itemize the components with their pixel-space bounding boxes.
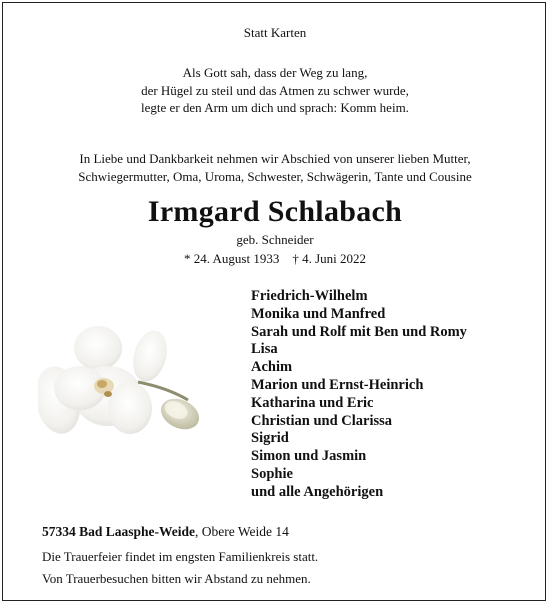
poem-line: der Hügel zu steil und das Atmen zu schwer wurde, <box>141 82 409 98</box>
notes <box>42 546 318 590</box>
deceased-name: Irmgard Schlabach <box>147 195 403 228</box>
life-dates: * 24. August 1933 † 4. Juni 2022 <box>183 251 366 266</box>
poem-line: legte er den Arm um dich und sprach: Komm heim. <box>141 100 409 115</box>
statt-karten: Statt Karten <box>243 25 307 40</box>
intro-text <box>0 150 550 185</box>
family-member: Friedrich-Wilhelm <box>251 288 368 304</box>
family-member: Marion und Ernst-Heinrich <box>251 376 424 393</box>
family-member: Achim <box>251 359 293 376</box>
maiden-name: geb. Schneider <box>236 232 314 247</box>
family-member: Lisa <box>251 341 278 358</box>
family-member: Monika und Manfred <box>251 305 386 322</box>
intro-line: Schwiegermutter, Oma, Uroma, Schwester, Schwägerin, Tante und Cousine <box>78 168 472 184</box>
family-member: und alle Angehörigen <box>251 483 384 500</box>
family-member: Simon und Jasmin <box>251 448 367 465</box>
note-line: Von Trauerbesuchen bitten wir Abstand zu nehmen. <box>42 571 311 586</box>
orchid-flower-icon <box>38 322 220 444</box>
family-member: Sophie <box>251 465 293 482</box>
family-member: Katharina und Eric <box>251 394 374 411</box>
address-city: 57334 Bad Laasphe-Weide <box>42 524 196 539</box>
poem-line: Als Gott sah, dass der Weg zu lang, <box>182 65 368 80</box>
intro-line: In Liebe und Dankbarkeit nehmen wir Abschied von unserer lieben Mutter, <box>79 151 471 166</box>
poem <box>0 64 550 117</box>
family-member: Sigrid <box>251 430 289 447</box>
family-member: Christian und Clarissa <box>251 412 393 429</box>
address <box>42 523 289 541</box>
address-street: , Obere Weide 14 <box>195 524 289 539</box>
family-member: Sarah und Rolf mit Ben und Romy <box>251 323 467 340</box>
family-list <box>251 288 467 502</box>
note-line: Die Trauerfeier findet im engsten Familienkreis statt. <box>42 549 319 564</box>
